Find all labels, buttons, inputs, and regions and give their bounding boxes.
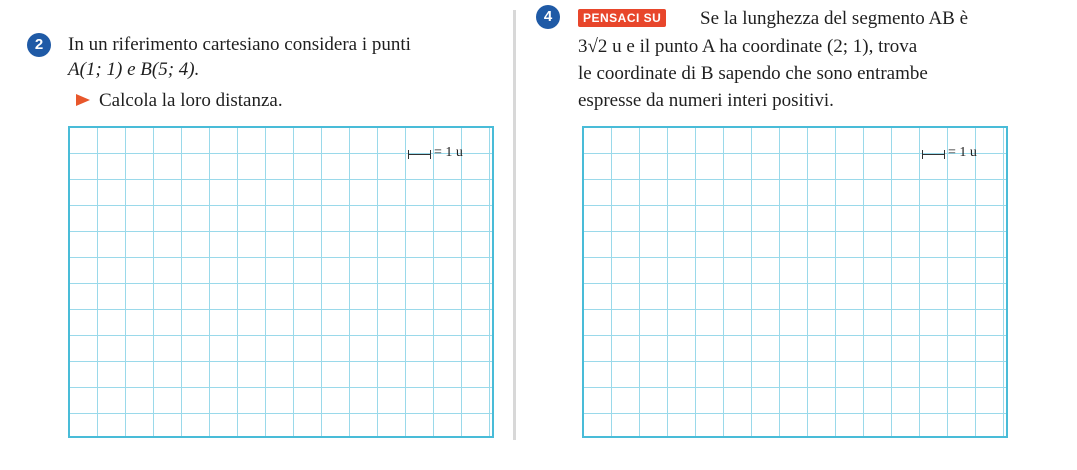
exercise-number-badge: 4 xyxy=(536,5,560,29)
exercise-4-text-line-2: 3√2 u e il punto A ha coordinate (2; 1), trova xyxy=(578,36,918,57)
exercise-4-text-line-1: Se la lunghezza del segmento AB è xyxy=(700,8,969,29)
exercise-2-text-line-2: A(1; 1) e B(5; 4). xyxy=(68,59,200,80)
grid-paper-right[interactable] xyxy=(582,126,1008,438)
pensaci-su-tag: PENSACI SU xyxy=(578,9,666,27)
scale-label: = 1 u xyxy=(434,145,463,160)
column-divider xyxy=(513,10,516,440)
orange-triangle-icon xyxy=(76,94,90,106)
exercise-2-text-line-1: In un riferimento cartesiano considera i punti xyxy=(68,34,411,55)
scale-label: = 1 u xyxy=(948,145,977,160)
exercise-2-task: Calcola la loro distanza. xyxy=(99,90,283,111)
exercise-number-badge: 2 xyxy=(27,33,51,57)
exercise-4-text-line-4: espresse da numeri interi positivi. xyxy=(578,90,834,111)
grid-paper-left[interactable] xyxy=(68,126,494,438)
exercise-4-text-line-3: le coordinate di B sapendo che sono entrambe xyxy=(578,63,928,84)
